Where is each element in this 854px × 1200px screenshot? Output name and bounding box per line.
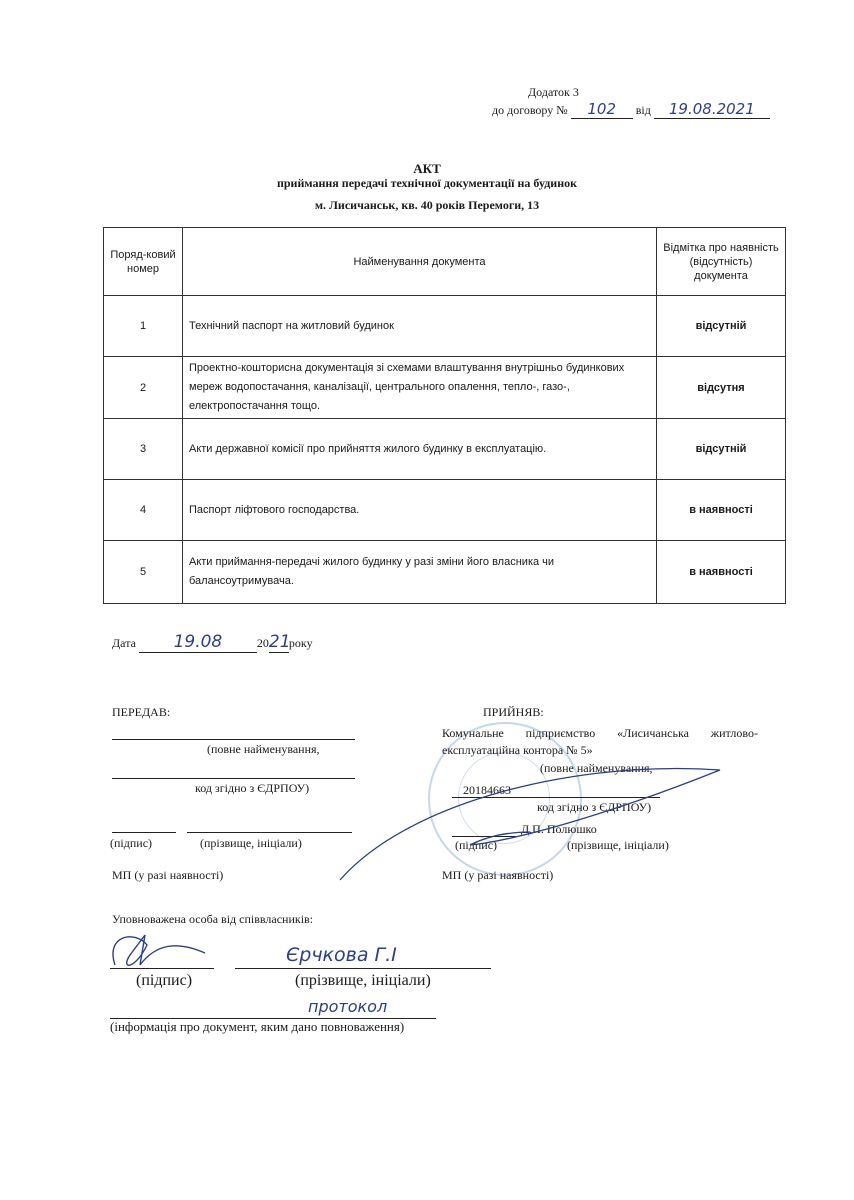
documents-table bbox=[103, 227, 786, 604]
row-document-name: Проектно-кошторисна документація зі схемами влаштування внутрішньо будинкових мереж водопостачання, каналізації, центрального опалення, тепло-, газо-, електропостачання тощо. bbox=[183, 357, 657, 419]
co-owner-surname-caption: (прізвище, ініціали) bbox=[295, 972, 431, 989]
table-row bbox=[104, 480, 786, 541]
row-status: відсутній bbox=[657, 296, 786, 357]
row-number: 3 bbox=[104, 419, 183, 480]
left-surname-caption: (прізвище, ініціали) bbox=[200, 836, 302, 850]
left-full-name-caption: (повне найменування, bbox=[207, 742, 320, 756]
left-name-line bbox=[112, 739, 355, 740]
co-owners-heading: Уповноважена особа від співвласників: bbox=[112, 912, 314, 926]
date-year-prefix: 20 bbox=[256, 636, 269, 650]
row-number: 1 bbox=[104, 296, 183, 357]
date-suffix: року bbox=[288, 636, 313, 650]
table-header-row bbox=[104, 228, 786, 296]
left-edrpou-caption: код згідно з ЄДРПОУ) bbox=[195, 781, 310, 795]
left-sign-line bbox=[112, 832, 176, 833]
co-owner-sign-caption: (підпис) bbox=[136, 972, 193, 989]
annex-label: Додаток 3 bbox=[528, 85, 579, 99]
co-owner-sign-line bbox=[110, 968, 214, 969]
row-number: 5 bbox=[104, 541, 183, 604]
right-org-line1: Комунальне підприємство «Лисичанська житлово- bbox=[442, 726, 758, 740]
table-row bbox=[104, 419, 786, 480]
left-seal-caption: МП (у разі наявності) bbox=[112, 868, 224, 882]
date-year-handwritten: 21 bbox=[268, 632, 291, 652]
contract-prefix: до договору № bbox=[492, 103, 568, 117]
row-document-name: Акти державної комісії про прийняття жилого будинку в експлуатацію. bbox=[183, 419, 657, 480]
table-row bbox=[104, 296, 786, 357]
co-owner-surname-line bbox=[235, 968, 491, 969]
right-edrpou-caption: код згідно з ЄДРПОУ) bbox=[537, 800, 652, 814]
row-document-name: Паспорт ліфтового господарства. bbox=[183, 480, 657, 541]
authority-document-handwritten: протокол bbox=[308, 997, 388, 1016]
row-document-name: Технічний паспорт на житловий будинок bbox=[183, 296, 657, 357]
right-full-name-caption: (повне найменування, bbox=[540, 761, 653, 775]
co-owner-surname-handwritten: Єрчкова Г.І bbox=[286, 944, 397, 966]
header-name: Найменування документа bbox=[183, 228, 657, 296]
row-number: 4 bbox=[104, 480, 183, 541]
date-handwritten: 19.08 bbox=[139, 632, 257, 653]
authority-document-caption: (інформація про документ, яким дано повноваження) bbox=[110, 1019, 405, 1034]
contract-date: 19.08.2021 bbox=[654, 100, 770, 119]
document-address: м. Лисичанськ, кв. 40 років Перемоги, 13 bbox=[314, 198, 540, 212]
header-number: Поряд-ковий номер bbox=[104, 228, 183, 296]
table-row bbox=[104, 541, 786, 604]
right-surname-caption: (прізвище, ініціали) bbox=[567, 838, 669, 852]
left-edrpou-line bbox=[112, 778, 355, 779]
right-sign-caption: (підпис) bbox=[455, 838, 498, 852]
document-title: АКТ bbox=[413, 161, 441, 176]
right-heading: ПРИЙНЯВ: bbox=[483, 705, 544, 719]
right-org-line2: експлуатаційна контора № 5» bbox=[442, 743, 593, 757]
row-status: відсутній bbox=[657, 419, 786, 480]
header-mark: Відмітка про наявність (відсутність) документа bbox=[657, 228, 786, 296]
contract-reference bbox=[492, 100, 770, 119]
row-number: 2 bbox=[104, 357, 183, 419]
date-line bbox=[112, 632, 313, 653]
right-signer-name: Д.П. Полюшко bbox=[521, 822, 597, 836]
date-label: Дата bbox=[112, 636, 136, 650]
contract-number: 102 bbox=[571, 100, 633, 119]
left-heading: ПЕРЕДАВ: bbox=[112, 705, 171, 719]
right-seal-caption: МП (у разі наявності) bbox=[442, 868, 554, 882]
row-status: в наявності bbox=[657, 480, 786, 541]
left-sign-caption: (підпис) bbox=[110, 836, 153, 850]
row-document-name: Акти приймання-передачі жилого будинку у разі зміни його власника чи балансоутримувача. bbox=[183, 541, 657, 604]
receiver-signature-stroke bbox=[320, 740, 740, 900]
contract-date-word: від bbox=[635, 103, 651, 117]
row-status: відсутня bbox=[657, 357, 786, 419]
table-row bbox=[104, 357, 786, 419]
right-edrpou-value: 20184663 bbox=[463, 783, 511, 797]
document-subtitle: приймання передачі технічної документації на будинок bbox=[276, 176, 578, 190]
row-status: в наявності bbox=[657, 541, 786, 604]
